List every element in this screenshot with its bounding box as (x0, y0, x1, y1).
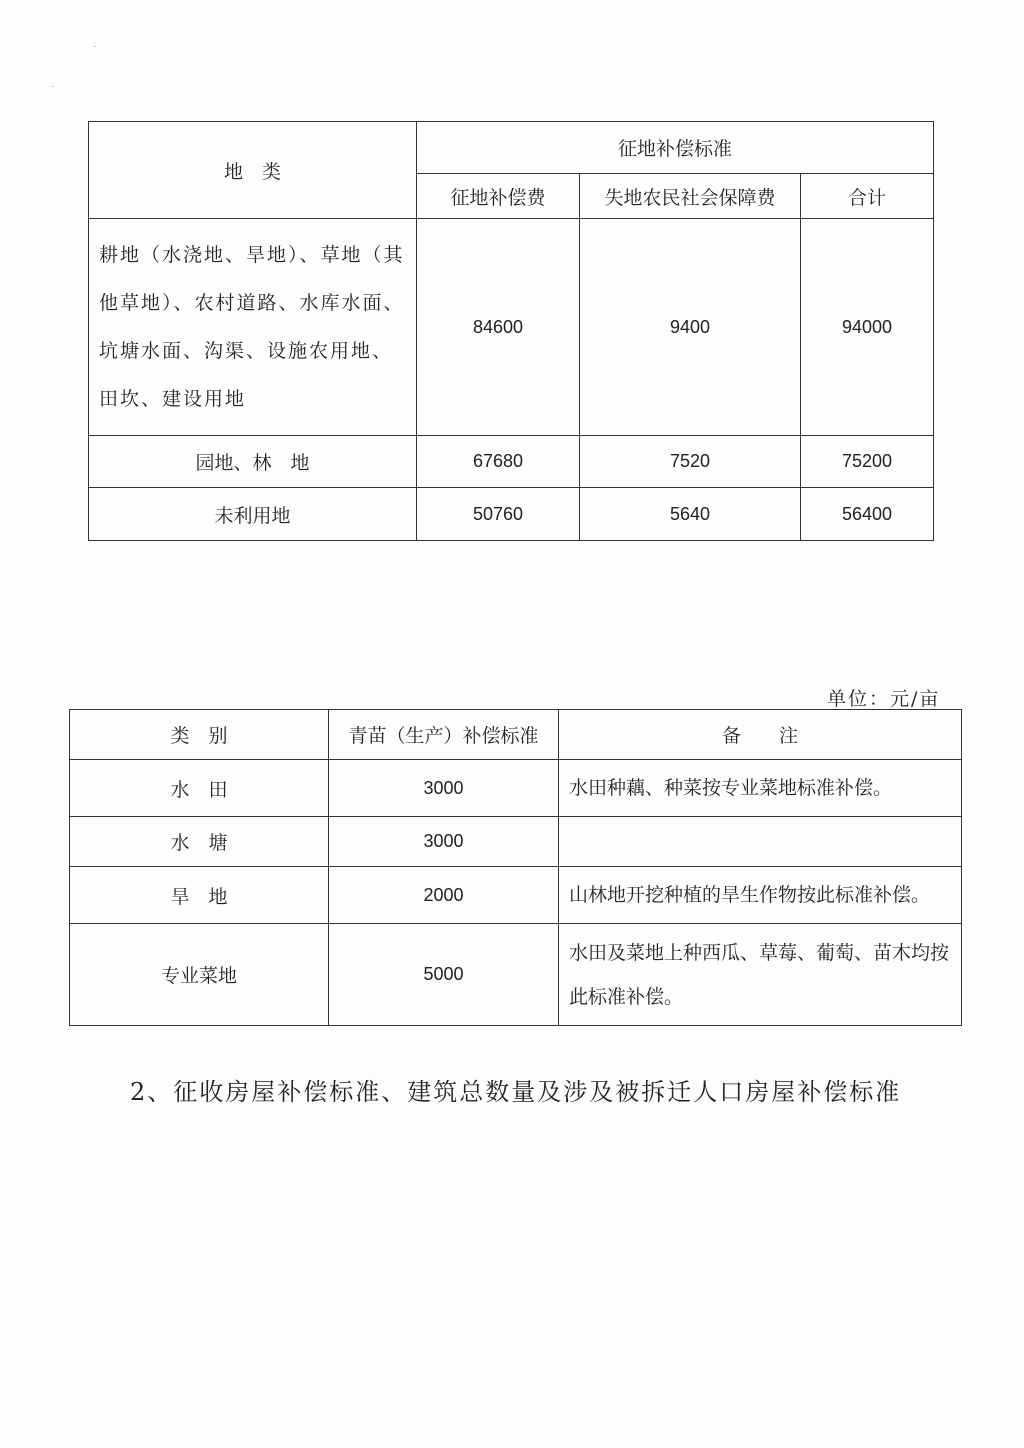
total-cell: 94000 (801, 219, 934, 436)
table-row (70, 924, 962, 1026)
category-cell: 水 田 (70, 760, 329, 817)
category-cell: 专业菜地 (70, 924, 329, 1026)
total-cell: 56400 (801, 488, 934, 541)
header-total: 合计 (801, 174, 934, 219)
header-land-type: 地 类 (89, 122, 417, 219)
scan-speck: · (51, 82, 55, 93)
standard-cell: 2000 (329, 867, 559, 924)
unit-label: 单位：元/亩 (827, 688, 941, 710)
header-social-security-fee: 失地农民社会保障费 (580, 174, 801, 219)
table-row (70, 817, 962, 867)
land-type-cell: 园地、林 地 (89, 436, 417, 488)
table-row (70, 760, 962, 817)
table-row (89, 488, 934, 541)
land-type-cell: 未利用地 (89, 488, 417, 541)
category-cell: 旱 地 (70, 867, 329, 924)
category-cell: 水 塘 (70, 817, 329, 867)
fee-cell: 67680 (417, 436, 580, 488)
note-cell (559, 817, 962, 867)
scan-speck: · (93, 42, 97, 53)
fee-cell: 84600 (417, 219, 580, 436)
standard-cell: 3000 (329, 817, 559, 867)
standard-cell: 5000 (329, 924, 559, 1026)
security-cell: 9400 (580, 219, 801, 436)
land-type-cell: 耕地（水浇地、旱地）、草地（其他草地）、农村道路、水库水面、坑塘水面、沟渠、设施农用地、田坎、建设用地 (89, 219, 417, 436)
note-cell: 山林地开挖种植的旱生作物按此标准补偿。 (559, 867, 962, 924)
security-cell: 5640 (580, 488, 801, 541)
header-compensation-standard: 征地补偿标准 (417, 122, 934, 174)
header-compensation-fee: 征地补偿费 (417, 174, 580, 219)
header-category: 类 别 (70, 710, 329, 760)
section-heading: 2、征收房屋补偿标准、建筑总数量及涉及被拆迁人口房屋补偿标准 (130, 1078, 902, 1106)
table-row (89, 436, 934, 488)
table-row (89, 219, 934, 436)
note-cell: 水田种藕、种菜按专业菜地标准补偿。 (559, 760, 962, 817)
security-cell: 7520 (580, 436, 801, 488)
standard-cell: 3000 (329, 760, 559, 817)
table-header-row (89, 122, 934, 174)
table-header-row (70, 710, 962, 760)
table-row (70, 867, 962, 924)
crop-compensation-table (69, 709, 962, 1026)
header-remarks: 备 注 (559, 710, 962, 760)
note-cell: 水田及菜地上种西瓜、草莓、葡萄、苗木均按此标准补偿。 (559, 924, 962, 1026)
header-crop-standard: 青苗（生产）补偿标准 (329, 710, 559, 760)
land-compensation-table (88, 121, 934, 541)
total-cell: 75200 (801, 436, 934, 488)
fee-cell: 50760 (417, 488, 580, 541)
